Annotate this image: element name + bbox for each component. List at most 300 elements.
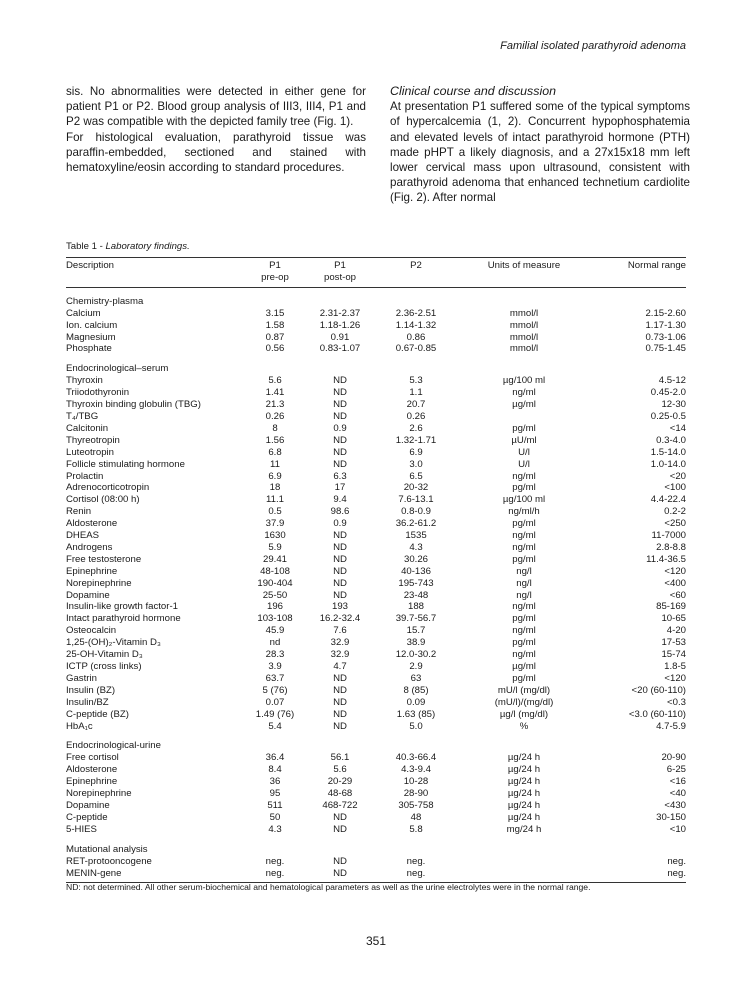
cell-p1-preop: 1.58 bbox=[265, 319, 285, 331]
table-row bbox=[66, 661, 686, 673]
cell-units: µg/24 h bbox=[507, 776, 541, 788]
cell-units: U/l bbox=[518, 446, 530, 458]
table-row bbox=[66, 320, 686, 332]
cell-normal-range: <400 bbox=[664, 577, 686, 589]
cell-p2: 10-28 bbox=[403, 776, 429, 788]
cell-p1-postop: 468-722 bbox=[322, 799, 358, 811]
cell-p2: 8 (85) bbox=[403, 684, 429, 696]
cell-normal-range: <20 (60-110) bbox=[631, 684, 686, 696]
section-spacer-cell bbox=[66, 287, 686, 296]
cell-normal-range: 0.25-0.5 bbox=[650, 410, 686, 422]
cell-p1-preop: 29.41 bbox=[262, 553, 287, 565]
cell-p1-postop: ND bbox=[333, 720, 347, 732]
header-units-text: Units of measure bbox=[487, 260, 561, 271]
cell-p2: 4.3 bbox=[409, 541, 423, 553]
table-row bbox=[66, 625, 686, 637]
cell-p1-postop: 17 bbox=[334, 482, 346, 494]
cell-units bbox=[458, 411, 590, 423]
section-heading-row bbox=[66, 740, 686, 752]
header-description bbox=[66, 258, 244, 288]
cell-p2: neg. bbox=[374, 868, 458, 883]
cell-normal-range: <0.3 bbox=[667, 696, 686, 708]
cell-p1-postop: 20-29 bbox=[327, 776, 353, 788]
cell-description: MENIN-gene bbox=[66, 868, 244, 883]
cell-normal-range: <120 bbox=[664, 565, 686, 577]
cell-normal-range: 85-169 bbox=[656, 601, 686, 613]
cell-p1-postop: 56.1 bbox=[330, 752, 350, 764]
cell-normal-range: <3.0 (60-110) bbox=[628, 708, 686, 720]
cell-normal-range: 4-20 bbox=[666, 625, 686, 637]
cell-units: ng/l bbox=[516, 589, 532, 601]
cell-description: Aldosterone bbox=[66, 518, 118, 530]
cell-units bbox=[458, 856, 590, 868]
table-row bbox=[66, 721, 686, 733]
cell-p1-preop: 11 bbox=[270, 458, 280, 470]
cell-p1-postop: ND bbox=[333, 530, 347, 542]
cell-p2: 20.7 bbox=[406, 399, 426, 411]
table-row bbox=[66, 447, 686, 459]
table-row bbox=[66, 482, 686, 494]
cell-p1-postop: ND bbox=[333, 684, 347, 696]
cell-p1-preop: 21.3 bbox=[265, 399, 285, 411]
table-row bbox=[66, 788, 686, 800]
cell-description: 1,25-(OH)₂-Vitamin D₃ bbox=[66, 637, 161, 649]
cell-description: Adrenocorticotropin bbox=[66, 482, 150, 494]
cell-p2: 20-32 bbox=[403, 482, 429, 494]
cell-p1-postop: ND bbox=[333, 589, 347, 601]
header-units bbox=[458, 258, 590, 288]
cell-p1-postop: 0.9 bbox=[333, 422, 347, 434]
cell-units: µg/24 h bbox=[507, 799, 541, 811]
cell-p2: 305-758 bbox=[398, 799, 434, 811]
cell-p1-postop: ND bbox=[333, 458, 347, 470]
table-row bbox=[66, 518, 686, 530]
cell-normal-range: 2.15-2.60 bbox=[645, 307, 686, 319]
cell-p2: 0.09 bbox=[406, 696, 426, 708]
table-row bbox=[66, 554, 686, 566]
cell-p1-postop: 1.18-1.26 bbox=[319, 319, 361, 331]
cell-units: pg/ml bbox=[512, 553, 536, 565]
header-p1-postop-line1: P1 bbox=[334, 260, 346, 271]
cell-description: Calcium bbox=[66, 307, 101, 319]
section-heading-row bbox=[66, 844, 686, 856]
table-row bbox=[66, 578, 686, 590]
table-row bbox=[66, 824, 686, 836]
cell-description: Osteocalcin bbox=[66, 625, 117, 637]
cell-p2: 0.67-0.85 bbox=[395, 343, 437, 355]
cell-p1-postop: 4.7 bbox=[333, 661, 347, 672]
header-p1-postop bbox=[306, 258, 374, 288]
cell-description: C-peptide bbox=[66, 811, 108, 823]
cell-units: mU/l (mg/dl) bbox=[497, 684, 551, 696]
cell-normal-range: 0.45-2.0 bbox=[650, 387, 686, 399]
right-paragraph: At presentation P1 suffered some of the typical symptoms of hypercalcemia (1, 2). Concurrent hypophosphatemia and elevated levels of intact parathyroid hormone (PTH) made pHPT a likely diagnosis, and a 27x15x18 mm left lower cervical mass upon ultrasound, consistent with parathyroid adenoma that enhanced technetium cardiolite (Fig. 2). After normal bbox=[390, 100, 690, 205]
cell-p1-postop: ND bbox=[333, 387, 347, 399]
section-spacer-cell bbox=[66, 836, 686, 844]
section-heading: Endocrinological-urine bbox=[66, 740, 161, 752]
cell-p1-preop: 6.8 bbox=[268, 446, 282, 458]
header-p2 bbox=[374, 258, 458, 288]
cell-p2: 12.0-30.2 bbox=[395, 649, 437, 661]
table-row bbox=[66, 530, 686, 542]
table-row bbox=[66, 673, 686, 685]
cell-units bbox=[458, 868, 590, 883]
right-column bbox=[390, 84, 690, 206]
cell-description: RET-protooncogene bbox=[66, 855, 152, 867]
cell-p2: 36.2-61.2 bbox=[395, 518, 437, 530]
table-row bbox=[66, 542, 686, 554]
cell-units: % bbox=[519, 720, 529, 732]
cell-description: Androgens bbox=[66, 541, 113, 553]
section-heading: Endocrinological–serum bbox=[66, 363, 169, 375]
section-heading-row bbox=[66, 296, 686, 308]
cell-p1-preop: 0.07 bbox=[265, 696, 285, 708]
cell-p1-preop: 511 bbox=[267, 799, 283, 811]
cell-p1-preop: 11.1 bbox=[266, 494, 284, 506]
table-caption bbox=[66, 241, 190, 252]
cell-p2: 38.9 bbox=[406, 637, 426, 649]
cell-p2: 1.14-1.32 bbox=[395, 319, 437, 331]
cell-units: mmol/l bbox=[509, 331, 539, 343]
cell-description: Prolactin bbox=[66, 470, 104, 482]
table-row bbox=[66, 764, 686, 776]
cell-units: ng/l bbox=[516, 577, 532, 589]
cell-p1-preop: 0.5 bbox=[268, 506, 282, 518]
cell-normal-range: 11-7000 bbox=[651, 530, 686, 542]
cell-p1-postop: ND bbox=[306, 868, 374, 883]
cell-units: ng/ml bbox=[512, 387, 536, 399]
cell-p1-preop: 8.4 bbox=[268, 764, 282, 776]
cell-p1-postop: ND bbox=[333, 375, 347, 387]
cell-normal-range: 12-30 bbox=[661, 399, 686, 411]
cell-units: ng/ml bbox=[512, 625, 536, 637]
table-row bbox=[66, 332, 686, 344]
cell-units: ng/ml bbox=[512, 470, 536, 482]
table-row bbox=[66, 590, 686, 602]
cell-p1-preop: 48-108 bbox=[260, 565, 290, 577]
cell-p2: 1.63 (85) bbox=[396, 708, 436, 720]
cell-p1-postop: 2.31-2.37 bbox=[319, 307, 361, 319]
cell-p2: 6.9 bbox=[409, 446, 423, 458]
cell-p1-preop: 196 bbox=[266, 601, 283, 613]
cell-p1-postop: ND bbox=[333, 708, 347, 720]
cell-p1-postop: 0.83-1.07 bbox=[319, 343, 361, 355]
section-spacer bbox=[66, 287, 686, 296]
cell-p2: 3.0 bbox=[409, 458, 423, 470]
cell-units: ng/ml bbox=[512, 541, 536, 553]
cell-p1-postop: 48-68 bbox=[327, 788, 353, 800]
cell-p2: 63 bbox=[410, 672, 422, 684]
cell-units: µU/ml bbox=[511, 434, 537, 446]
cell-p2: 48 bbox=[410, 811, 422, 823]
cell-p2: 5.0 bbox=[409, 720, 423, 732]
header-p1-preop-line2: pre-op bbox=[261, 271, 289, 283]
cell-p2: 0.26 bbox=[406, 410, 426, 422]
header-p1-preop bbox=[244, 258, 306, 288]
cell-units: µg/100 ml bbox=[502, 375, 546, 387]
cell-normal-range: <10 bbox=[669, 823, 686, 835]
cell-p2: 28-90 bbox=[403, 788, 429, 800]
left-paragraph-1: sis. No abnormalities were detected in either gene for patient P1 or P2. Blood group analysis of III3, III4, P1 and P2 was compatible with the depicted family tree (Fig. 1). bbox=[66, 85, 366, 129]
cell-p1-preop: 190-404 bbox=[257, 577, 293, 589]
cell-description: Insulin/BZ bbox=[66, 696, 109, 708]
cell-description: Insulin (BZ) bbox=[66, 684, 116, 696]
cell-p2: 0.86 bbox=[406, 331, 426, 343]
cell-p2: 188 bbox=[407, 601, 424, 613]
table-caption-title: Laboratory findings. bbox=[105, 241, 190, 252]
cell-p1-postop: ND bbox=[333, 577, 347, 589]
cell-p2: 195-743 bbox=[398, 577, 434, 589]
table-row bbox=[66, 566, 686, 578]
cell-p1-preop: 0.26 bbox=[265, 410, 285, 422]
cell-p1-preop: 36.4 bbox=[265, 752, 285, 764]
cell-p1-preop: 3.15 bbox=[265, 307, 285, 319]
cell-p1-preop: 8 bbox=[272, 422, 278, 434]
cell-units: µg/24 h bbox=[507, 764, 541, 776]
cell-description: ICTP (cross links) bbox=[66, 661, 142, 672]
cell-normal-range: <20 bbox=[669, 470, 686, 482]
table-row bbox=[66, 637, 686, 649]
cell-description: Free testosterone bbox=[66, 553, 142, 565]
table-row bbox=[66, 709, 686, 721]
cell-description: Renin bbox=[66, 506, 92, 518]
cell-normal-range: 4.5-12 bbox=[658, 375, 686, 387]
cell-p1-preop: 5.6 bbox=[268, 375, 282, 387]
cell-normal-range: 11.4-36.5 bbox=[646, 553, 686, 565]
table-body bbox=[66, 287, 686, 883]
cell-normal-range: 1.5-14.0 bbox=[650, 446, 686, 458]
cell-p2: 30.26 bbox=[403, 553, 428, 565]
cell-p1-postop: ND bbox=[333, 811, 347, 823]
cell-p1-postop: 16.2-32.4 bbox=[319, 613, 361, 625]
cell-normal-range: 0.75-1.45 bbox=[645, 343, 686, 355]
cell-description: Magnesium bbox=[66, 331, 116, 343]
table-row bbox=[66, 812, 686, 824]
cell-p2: 5.3 bbox=[409, 375, 423, 387]
cell-p2: 40.3-66.4 bbox=[395, 752, 437, 764]
cell-p1-postop: ND bbox=[333, 553, 347, 565]
cell-p2: 2.6 bbox=[409, 422, 423, 434]
cell-units: ng/ml/h bbox=[508, 506, 540, 518]
cell-normal-range: <60 bbox=[669, 589, 686, 601]
cell-p1-postop: ND bbox=[333, 399, 347, 411]
table-row bbox=[66, 423, 686, 435]
cell-p1-preop: nd bbox=[269, 637, 281, 649]
cell-normal-range: 0.73-1.06 bbox=[645, 331, 686, 343]
cell-p1-preop: 103-108 bbox=[257, 613, 293, 625]
cell-p2: 23-48 bbox=[403, 589, 429, 601]
table-row bbox=[66, 613, 686, 625]
section-spacer bbox=[66, 836, 686, 844]
cell-p1-preop: 1.49 (76) bbox=[255, 708, 295, 720]
cell-p2: 0.8-0.9 bbox=[401, 506, 431, 518]
table-row bbox=[66, 494, 686, 506]
running-head: Familial isolated parathyroid adenoma bbox=[500, 40, 686, 52]
cell-units: (mU/l)/(mg/dl) bbox=[494, 696, 554, 708]
cell-description: Phosphate bbox=[66, 343, 112, 355]
cell-p1-postop: ND bbox=[333, 541, 347, 553]
cell-p1-preop: 3.9 bbox=[268, 661, 282, 672]
section-spacer bbox=[66, 732, 686, 740]
section-heading: Mutational analysis bbox=[66, 843, 148, 855]
cell-p1-postop: ND bbox=[333, 565, 347, 577]
cell-p1-preop: 28.3 bbox=[265, 649, 285, 661]
cell-normal-range: 17-53 bbox=[661, 637, 686, 649]
cell-description: Follicle stimulating hormone bbox=[66, 458, 185, 470]
cell-normal-range: 1.8-5 bbox=[664, 661, 686, 672]
cell-p1-postop: 193 bbox=[331, 601, 348, 613]
cell-units: ng/ml bbox=[512, 649, 536, 661]
cell-units: pg/ml bbox=[512, 422, 536, 434]
cell-description: Free cortisol bbox=[66, 752, 119, 764]
cell-p1-postop: ND bbox=[333, 410, 347, 422]
cell-units: µg/24 h bbox=[507, 811, 541, 823]
cell-p1-postop: 32.9 bbox=[330, 637, 350, 649]
cell-p2: 2.9 bbox=[409, 661, 423, 672]
cell-normal-range: 4.4-22.4 bbox=[650, 494, 686, 506]
cell-description: Insulin-like growth factor-1 bbox=[66, 601, 178, 613]
cell-p2: 1535 bbox=[405, 530, 427, 542]
section-spacer-cell bbox=[66, 732, 686, 740]
table-row bbox=[66, 506, 686, 518]
cell-p2: 5.8 bbox=[409, 823, 423, 835]
cell-normal-range: <250 bbox=[664, 518, 686, 530]
cell-p1-preop: neg. bbox=[265, 855, 285, 867]
cell-p2: 15.7 bbox=[406, 625, 426, 637]
cell-p1-postop: 32.9 bbox=[330, 649, 350, 661]
cell-p1-postop: ND bbox=[333, 446, 347, 458]
cell-p1-postop: ND bbox=[333, 696, 347, 708]
header-description-text: Description bbox=[66, 260, 114, 271]
cell-description: T₄/TBG bbox=[66, 410, 99, 422]
cell-p1-preop: 95 bbox=[269, 788, 281, 800]
cell-units: µg/ml bbox=[512, 399, 536, 411]
cell-p1-postop: 9.4 bbox=[333, 494, 347, 506]
cell-p1-preop: 45.9 bbox=[265, 625, 285, 637]
table-footnote: ND: not determined. All other serum-biochemical and hematological parameters as well as the urine electrolytes were in the normal range. bbox=[66, 882, 591, 892]
cell-units: ng/ml bbox=[512, 601, 536, 613]
cell-p1-postop: 0.9 bbox=[333, 518, 347, 530]
cell-description: DHEAS bbox=[66, 530, 100, 542]
header-p1-preop-line1: P1 bbox=[269, 260, 281, 271]
page-number: 351 bbox=[365, 934, 387, 948]
header-p2-text: P2 bbox=[410, 260, 422, 271]
cell-units: U/l bbox=[518, 458, 530, 470]
cell-description: Calcitonin bbox=[66, 422, 109, 434]
cell-p1-postop: 98.6 bbox=[330, 506, 350, 518]
cell-normal-range: <100 bbox=[664, 482, 686, 494]
section-spacer bbox=[66, 355, 686, 363]
cell-p2: 40-136 bbox=[401, 565, 431, 577]
cell-units: µg/l (mg/dl) bbox=[499, 708, 549, 720]
cell-description: Cortisol (08:00 h) bbox=[66, 494, 140, 506]
cell-description: Norepinephrine bbox=[66, 577, 132, 589]
cell-p1-postop: 0.91 bbox=[330, 331, 350, 343]
cell-p1-preop: 5 (76) bbox=[262, 684, 288, 696]
table-row bbox=[66, 435, 686, 447]
cell-p1-postop: 5.6 bbox=[333, 764, 347, 776]
cell-normal-range: <40 bbox=[669, 788, 686, 800]
table-row bbox=[66, 343, 686, 355]
cell-p2: 2.36-2.51 bbox=[395, 307, 437, 319]
cell-normal-range: <16 bbox=[669, 776, 686, 788]
section-spacer-cell bbox=[66, 355, 686, 363]
cell-description: Luteotropin bbox=[66, 446, 115, 458]
cell-units: µg/24 h bbox=[507, 752, 541, 764]
cell-units: pg/ml bbox=[512, 637, 536, 649]
cell-description: Epinephrine bbox=[66, 776, 118, 788]
table-row bbox=[66, 399, 686, 411]
cell-description: Gastrin bbox=[66, 672, 97, 684]
cell-description: Aldosterone bbox=[66, 764, 118, 776]
cell-p2: 1.32-1.71 bbox=[395, 434, 437, 446]
cell-description: Thyroxin bbox=[66, 375, 103, 387]
cell-units: ng/ml bbox=[512, 530, 536, 542]
cell-normal-range: 6-25 bbox=[666, 764, 686, 776]
table-row bbox=[66, 387, 686, 399]
cell-description: Triiodothyronin bbox=[66, 387, 130, 399]
cell-p2: 6.5 bbox=[409, 470, 423, 482]
cell-p1-postop: ND bbox=[333, 434, 347, 446]
table-row bbox=[66, 601, 686, 613]
table-row bbox=[66, 868, 686, 883]
section-title: Clinical course and discussion bbox=[390, 84, 556, 98]
cell-p1-preop: 5.9 bbox=[268, 541, 282, 553]
table-row bbox=[66, 856, 686, 868]
cell-description: HbA₁c bbox=[66, 720, 93, 732]
section-heading: Chemistry-plasma bbox=[66, 295, 144, 307]
cell-p1-preop: 0.56 bbox=[265, 343, 285, 355]
cell-p2: 1.1 bbox=[409, 387, 423, 399]
cell-p1-postop: ND bbox=[333, 855, 347, 867]
cell-p1-preop: 36 bbox=[269, 776, 281, 788]
cell-units: pg/ml bbox=[512, 518, 536, 530]
table-row bbox=[66, 776, 686, 788]
cell-units: pg/ml bbox=[512, 482, 536, 494]
cell-description: Intact parathyroid hormone bbox=[66, 613, 181, 625]
cell-normal-range: <120 bbox=[664, 672, 686, 684]
cell-p1-preop: 0.87 bbox=[265, 331, 285, 343]
header-p1-postop-line2: post-op bbox=[324, 271, 356, 283]
cell-normal-range: 1.17-1.30 bbox=[645, 319, 686, 331]
left-column bbox=[66, 84, 366, 175]
table-row bbox=[66, 649, 686, 661]
cell-units: mmol/l bbox=[509, 319, 539, 331]
cell-p1-preop: 1.41 bbox=[265, 387, 285, 399]
cell-p1-preop: 4.3 bbox=[268, 823, 282, 835]
table-row bbox=[66, 375, 686, 387]
table-row bbox=[66, 752, 686, 764]
cell-p1-postop: ND bbox=[333, 672, 347, 684]
cell-description: Dopamine bbox=[66, 799, 110, 811]
cell-normal-range: neg. bbox=[667, 855, 686, 867]
cell-description: Ion. calcium bbox=[66, 319, 118, 331]
cell-units: pg/ml bbox=[512, 672, 536, 684]
cell-normal-range: 15-74 bbox=[661, 649, 686, 661]
cell-p1-preop: 1630 bbox=[264, 530, 286, 542]
cell-p1-postop: 7.6 bbox=[333, 625, 347, 637]
cell-p2: 39.7-56.7 bbox=[395, 613, 437, 625]
cell-description: C-peptide (BZ) bbox=[66, 708, 129, 720]
cell-p1-postop: 6.3 bbox=[333, 470, 347, 482]
table-row bbox=[66, 685, 686, 697]
cell-p1-preop: 1.56 bbox=[265, 434, 285, 446]
cell-p1-preop: 37.9 bbox=[265, 518, 285, 530]
cell-normal-range: 1.0-14.0 bbox=[650, 458, 686, 470]
cell-units: µg/100 ml bbox=[502, 494, 546, 506]
table-header-row bbox=[66, 258, 686, 288]
cell-p1-preop: 18 bbox=[269, 482, 281, 494]
